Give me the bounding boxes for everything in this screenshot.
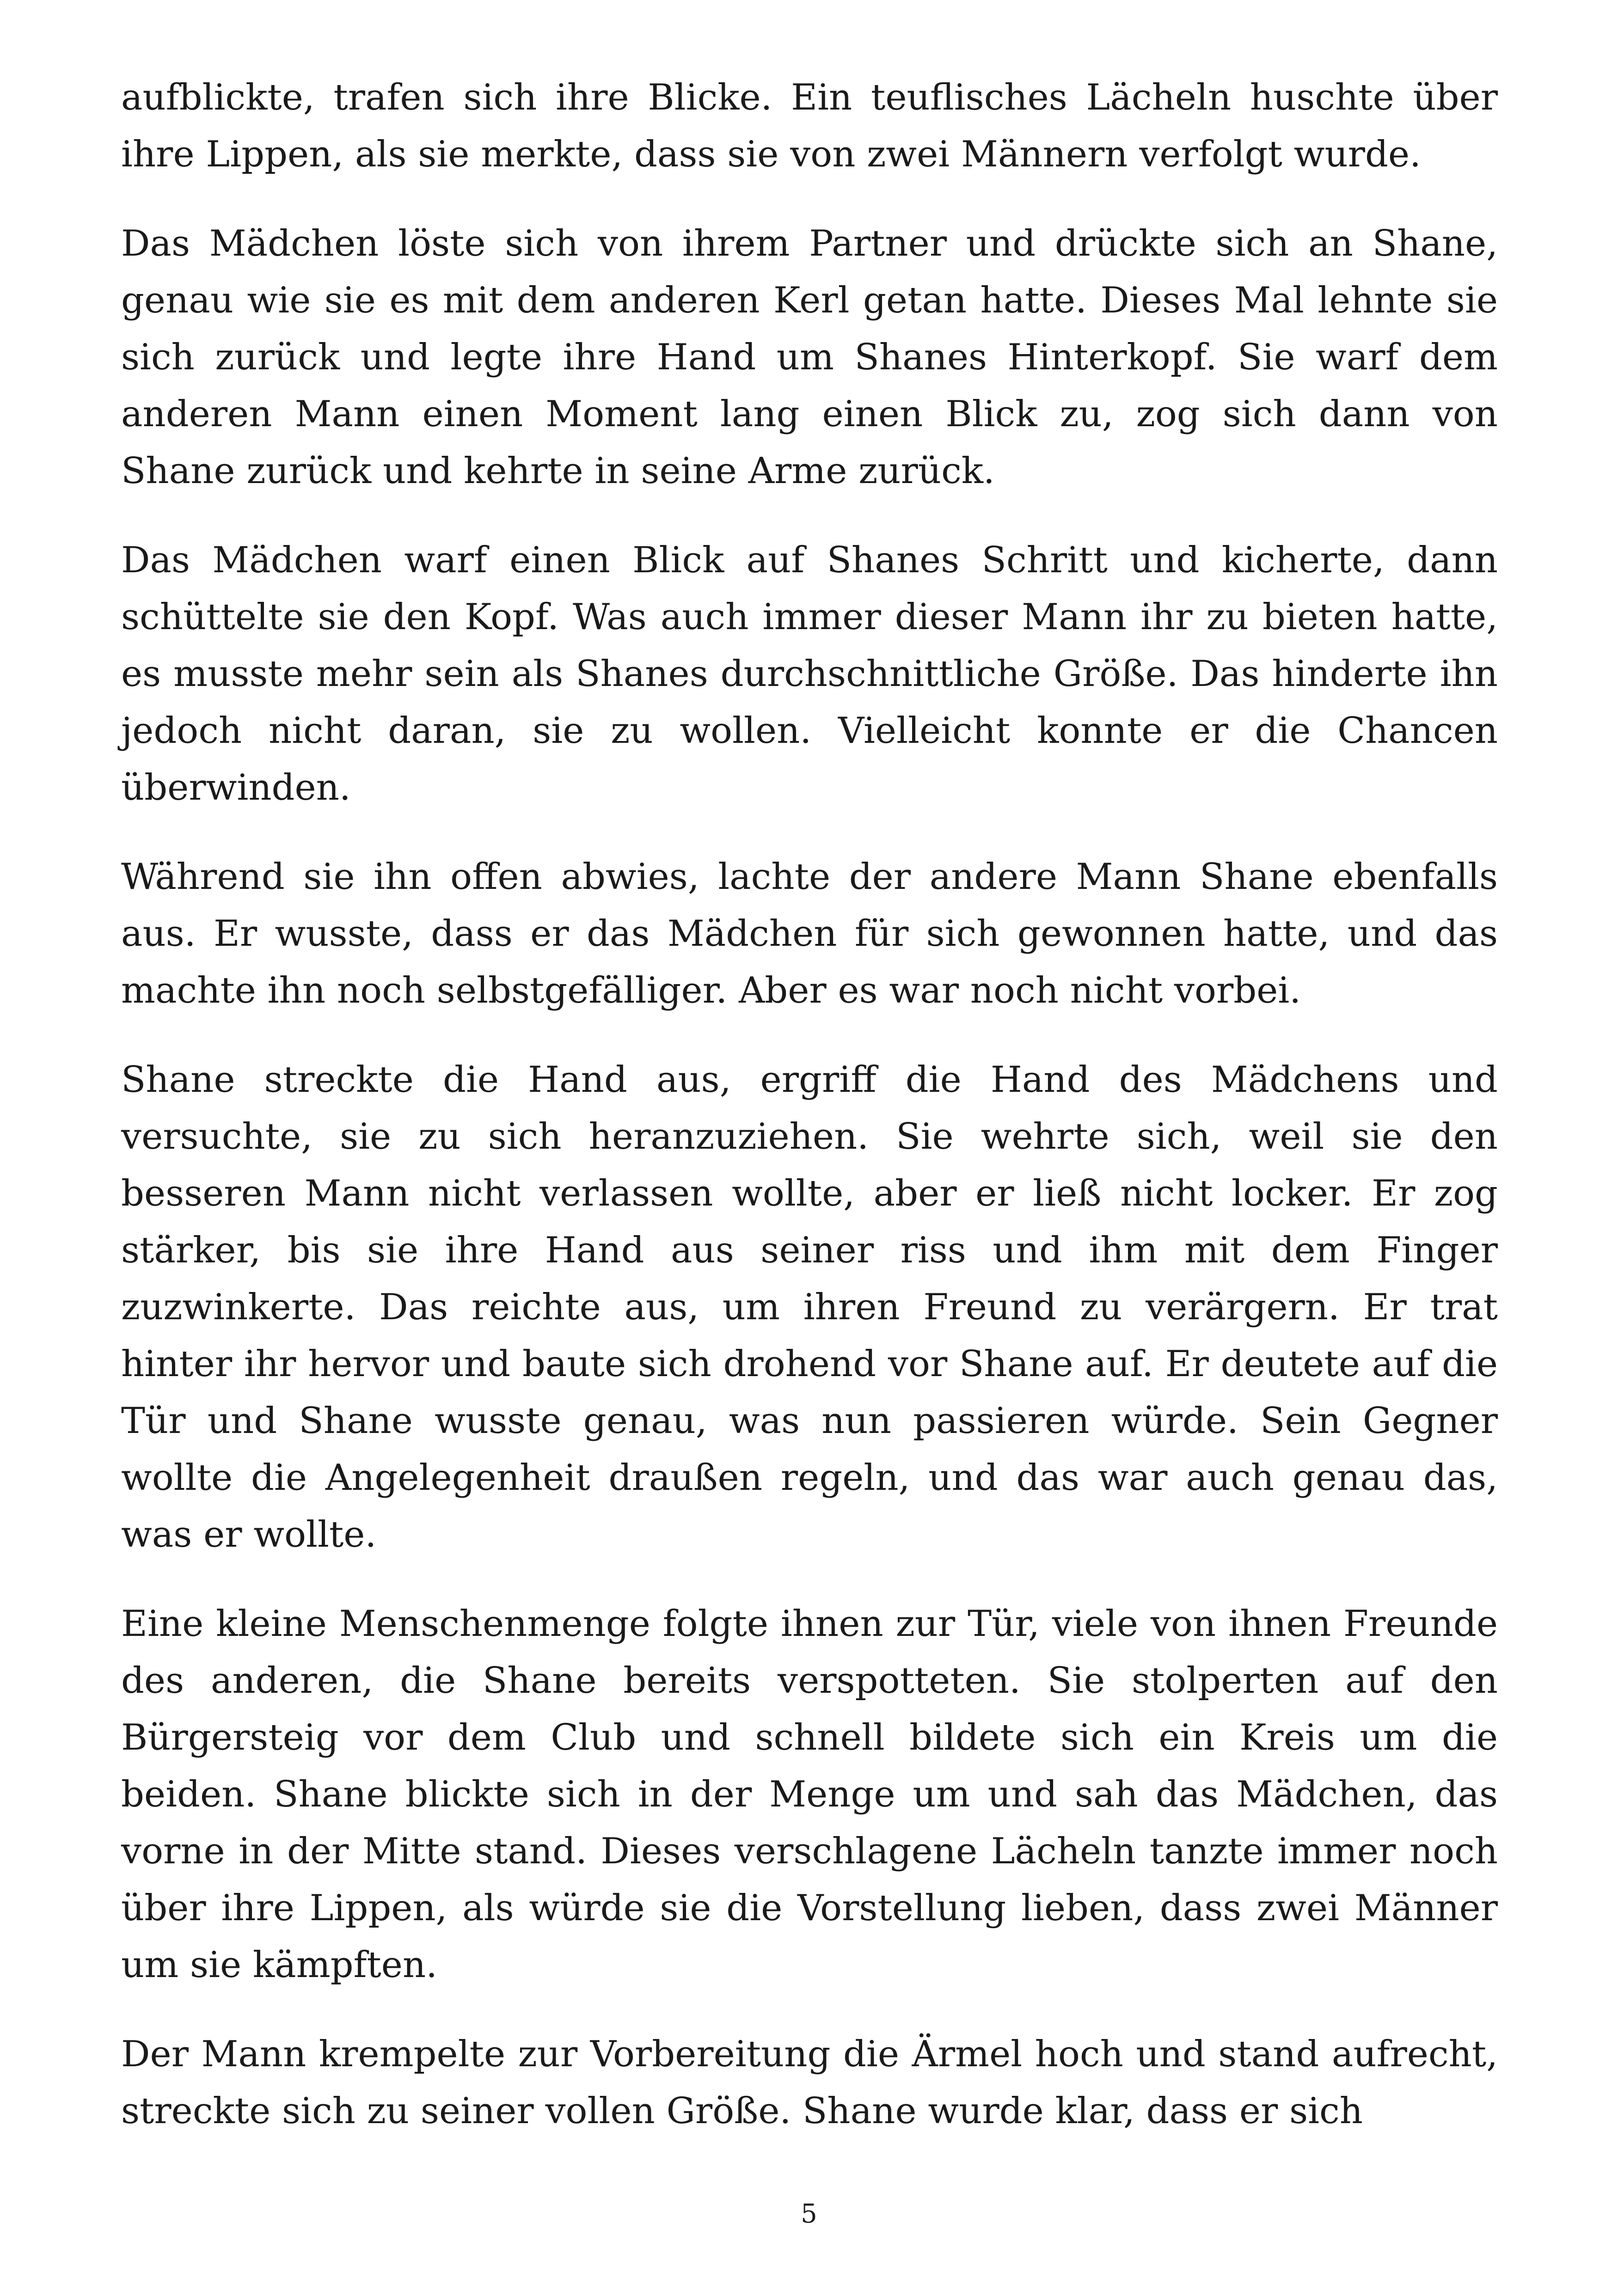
paragraph-5: Shane streckte die Hand aus, ergriff die Hand des Mädchens und versuchte, sie zu sich heranzuziehen. Sie wehrte sich, weil sie den besseren Mann nicht verlassen wollte, aber er ließ nicht locker. Er zog stärker, bis sie ihre Hand aus seiner riss und ihm mit dem Finger zuzwinkerte. Das reichte aus, um ihren Freund zu verärgern. Er trat hinter ihr hervor und baute sich drohend vor Shane auf. Er deutete auf die Tür und Shane wusste genau, was nun passieren würde. Sein Gegner wollte die Angelegenheit draußen regeln, und das war auch genau das, was er wollte. — [121, 1059, 1498, 1555]
paragraph-2: Das Mädchen löste sich von ihrem Partner und drückte sich an Shane, genau wie sie es mit dem anderen Kerl getan hatte. Dieses Mal lehnte sie sich zurück und legte ihre Hand um Shanes Hinterkopf. Sie warf dem anderen Mann einen Moment lang einen Blick zu, zog sich dann von Shane zurück und kehrte in seine Arme zurück. — [121, 223, 1498, 492]
paragraph-7: Der Mann krempelte zur Vorbereitung die Ärmel hoch und stand aufrecht, streckte sich zu seiner vollen Größe. Shane wurde klar, dass er sich — [121, 2033, 1498, 2132]
paragraph-6: Eine kleine Menschenmenge folgte ihnen zur Tür, viele von ihnen Freunde des anderen, die Shane bereits verspotteten. Sie stolperten auf den Bürgersteig vor dem Club und schnell bildete sich ein Kreis um die beiden. Shane blickte sich in der Menge um und sah das Mädchen, das vorne in der Mitte stand. Dieses verschlagene Lächeln tanzte immer noch über ihre Lippen, als würde sie die Vorstellung lieben, dass zwei Männer um sie kämpften. — [121, 1603, 1498, 1986]
body-text — [121, 69, 1498, 2172]
page-number: 5 — [801, 2199, 817, 2229]
paragraph-4: Während sie ihn offen abwies, lachte der andere Mann Shane ebenfalls aus. Er wusste, dass er das Mädchen für sich gewonnen hatte, und das machte ihn noch selbstgefälliger. Aber es war noch nicht vorbei. — [121, 856, 1498, 1011]
paragraph-3: Das Mädchen warf einen Blick auf Shanes Schritt und kicherte, dann schüttelte sie den Kopf. Was auch immer dieser Mann ihr zu bieten hatte, es musste mehr sein als Shanes durchschnittliche Größe. Das hinderte ihn jedoch nicht daran, sie zu wollen. Vielleicht konnte er die Chancen überwinden. — [121, 539, 1498, 808]
paragraph-1: aufblickte, trafen sich ihre Blicke. Ein teuflisches Lächeln huschte über ihre Lippen, als sie merkte, dass sie von zwei Männern verfolgt wurde. — [121, 77, 1498, 175]
